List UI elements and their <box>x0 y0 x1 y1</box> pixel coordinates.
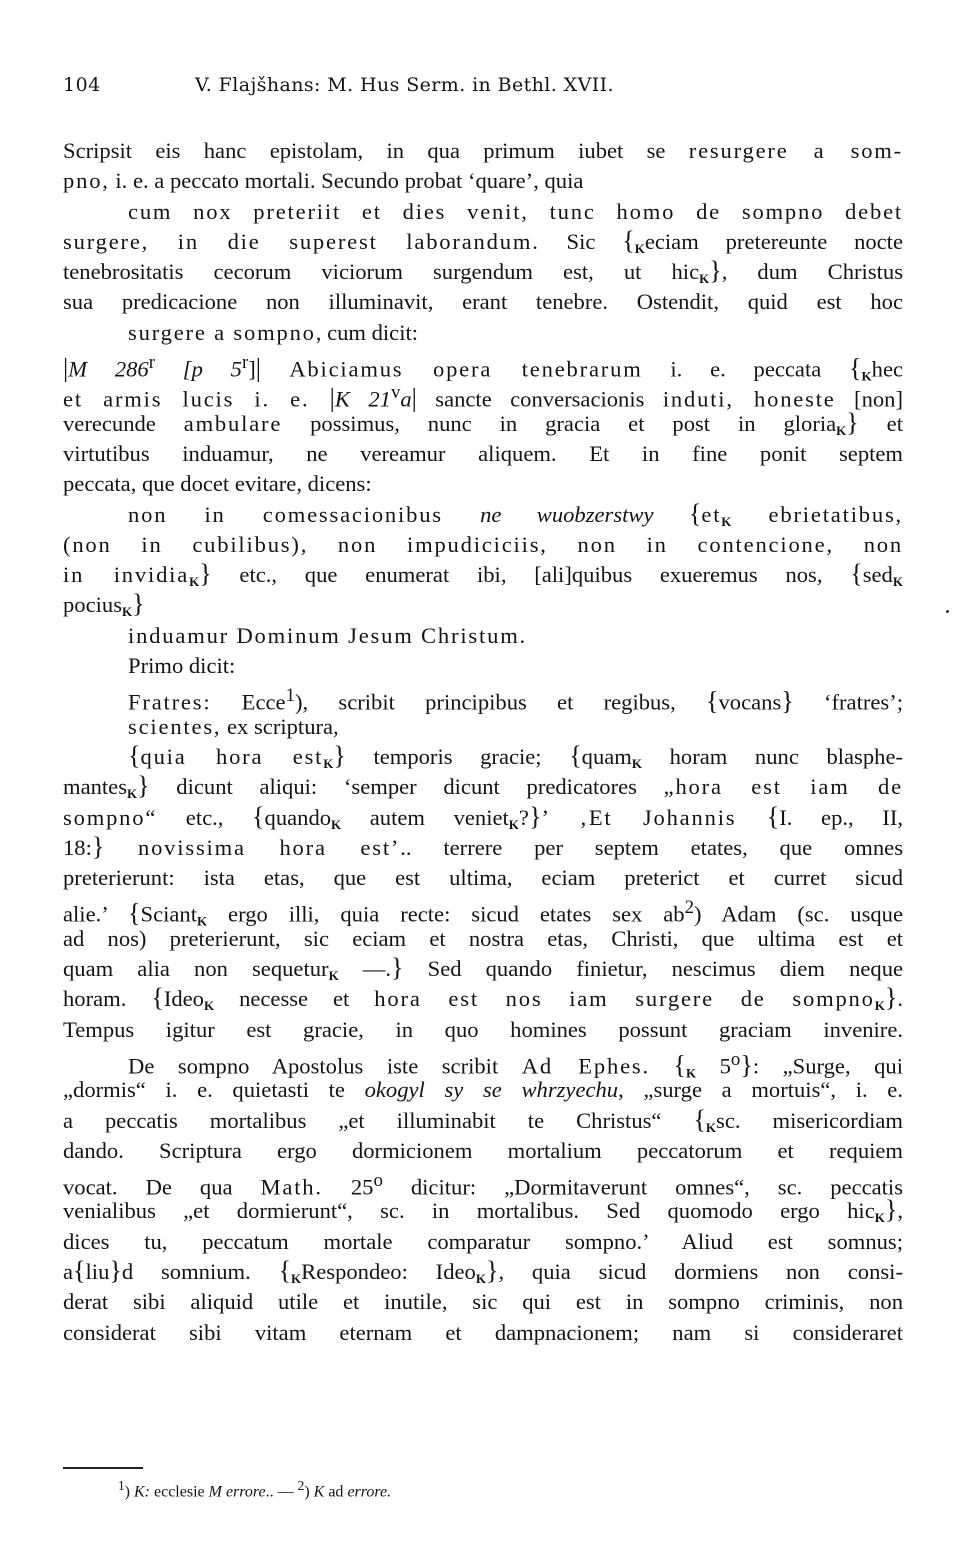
brace: { <box>706 686 719 716</box>
text: M errore <box>208 1483 266 1501</box>
text: verecunde <box>63 410 184 436</box>
folio-ref: a <box>400 386 412 412</box>
brace: { <box>688 498 702 528</box>
brace: } <box>781 686 794 716</box>
siglum: K <box>189 574 200 590</box>
text: .. — <box>265 1483 298 1501</box>
text: mantes <box>63 774 127 800</box>
spaced-text: ’ ‚Et Johannis <box>541 804 767 830</box>
text-line <box>63 1075 903 1105</box>
spaced-text: ebrietatibus, <box>731 501 904 527</box>
brace: } <box>528 801 542 831</box>
siglum: K <box>203 998 215 1014</box>
brace: } <box>109 1255 122 1285</box>
text: pocius <box>63 592 122 618</box>
spaced-text: sompno“ <box>63 804 158 830</box>
text: liu <box>85 1258 110 1284</box>
running-head: V. Flajšhans: M. Hus Serm. in Bethl. XVII. <box>195 74 614 96</box>
brace: } <box>91 831 105 861</box>
text-line <box>63 833 903 863</box>
siglum: K <box>331 816 342 832</box>
spaced-text: quia hora est <box>140 743 324 769</box>
text: ? <box>518 804 529 830</box>
czech-gloss: okogyl sy se whrzyechu <box>364 1077 619 1103</box>
text: sc. misericordiam <box>716 1107 903 1133</box>
brace: { <box>569 740 582 770</box>
text: , <box>897 1198 903 1224</box>
superscript: v <box>390 382 401 404</box>
text: virtutibus induamur, ne vereamur aliquem. Et in fine ponit septem <box>63 440 903 466</box>
brace: { <box>693 1104 706 1134</box>
footnote-ref[interactable]: 1 <box>285 685 295 707</box>
text: quam <box>581 743 632 769</box>
text: Scripsit eis hanc epistolam, in qua primum iubet se <box>63 138 689 163</box>
page-number: 104 <box>63 74 101 96</box>
spaced-text: „hora est iam de <box>663 774 903 800</box>
siglum: K <box>892 574 903 590</box>
siglum: K <box>705 1119 717 1135</box>
text: considerat sibi vitam eternam et dampnacionem; nam si consideraret <box>63 1319 903 1345</box>
text: horam. <box>63 986 152 1012</box>
spaced-text: scientes, <box>128 713 222 739</box>
spaced-text: ambulare <box>183 410 283 436</box>
text: ) Adam (sc. usque <box>694 901 903 927</box>
text: ad <box>324 1483 348 1501</box>
brace: { <box>766 801 780 831</box>
footnote-number: 1 <box>118 1478 125 1493</box>
text-line <box>63 318 903 348</box>
text-line <box>63 954 903 984</box>
superscript: o <box>730 1048 741 1070</box>
text: preterierunt: ista etas, que est ultima, eciam preterict et curret sicud <box>63 865 903 891</box>
text-line <box>63 590 903 620</box>
text: „dormis“ i. e. quietasti te <box>63 1077 365 1103</box>
text: venialibus „et dormierunt“, sc. in mortalibus. Sed quomodo ergo hic <box>63 1198 875 1224</box>
siglum: K <box>328 968 339 984</box>
text: , dum Christus <box>721 259 903 285</box>
text-line <box>63 1166 903 1200</box>
text-line <box>63 1045 903 1081</box>
text-line <box>63 1318 903 1348</box>
siglum: K: <box>134 1483 150 1501</box>
text-line <box>63 1287 903 1317</box>
text: autem veniet <box>341 804 509 830</box>
spaced-text: (non in cubilibus), non impudiciciis, non in contencione, non <box>63 531 903 557</box>
czech-gloss: ne wuobzerstwy <box>480 501 654 527</box>
text: possimus, nunc in gracia et post in gloria <box>282 410 837 436</box>
text: , „surge a mortuis“, i. e. <box>618 1077 903 1103</box>
superscript: r <box>241 352 249 374</box>
text: ergo illi, quia recte: sicud etates sex ab <box>207 901 685 927</box>
text-line <box>63 863 903 893</box>
text: , cum dicit: <box>315 319 419 345</box>
brace: } <box>740 1050 753 1080</box>
text-line <box>63 197 903 227</box>
text-line <box>63 621 903 651</box>
brace: { <box>128 740 141 770</box>
siglum: K <box>874 1210 885 1226</box>
siglum: K <box>475 1270 486 1286</box>
text: a peccatis mortalibus „et illuminabit te Christus“ <box>63 1107 694 1133</box>
spaced-text: induti, honeste <box>662 386 836 412</box>
text-line <box>63 227 903 257</box>
spaced-text: Abiciamus opera tenebrarum <box>260 356 643 382</box>
spaced-text: et armis lucis i. e. <box>63 386 330 412</box>
siglum: K <box>323 755 334 771</box>
siglum: K <box>291 1270 302 1286</box>
spaced-text: et <box>701 501 722 527</box>
brace: { <box>622 225 635 255</box>
text: peccata, que docet evitare, dicens: <box>63 471 372 497</box>
text: i. e. a peccato mortali. Secundo probat ‘quare’, quia <box>109 168 584 194</box>
text-line <box>63 1257 903 1287</box>
text: Primo dicit: <box>128 653 236 679</box>
spaced-text: Ad Ephes. <box>521 1053 650 1079</box>
scan-speck <box>946 610 949 613</box>
text: Respondeo: Ideo <box>301 1258 476 1284</box>
spaced-text: surgere, in die superest laborandum. <box>63 228 540 254</box>
spaced-text: non in comessacionibus <box>128 501 481 527</box>
text-line <box>63 712 903 742</box>
brace: { <box>849 353 862 383</box>
text: dicitur: „Dormitaverunt omnes“, sc. peccatis <box>382 1174 903 1200</box>
text: , quia sicud dormiens non consi- <box>498 1258 903 1284</box>
text-line <box>63 1227 903 1257</box>
text: etc., <box>157 804 253 830</box>
text: temporis gracie; <box>345 743 570 769</box>
text: Sciant <box>140 901 197 927</box>
siglum: K <box>699 271 710 287</box>
text: : „Surge, qui <box>752 1053 903 1079</box>
footnote-rule <box>63 1467 143 1469</box>
siglum: K <box>122 604 133 620</box>
text-line <box>63 530 903 560</box>
text: hec <box>871 356 904 382</box>
text-line <box>63 772 903 802</box>
text: i. e. peccata <box>642 356 850 382</box>
superscript: r <box>148 352 155 374</box>
folio-bar: | <box>63 353 69 383</box>
text-line <box>63 681 904 716</box>
text: .. terrere per septem etates, que omnes <box>400 834 903 860</box>
text: 25 <box>322 1174 374 1200</box>
text-line <box>63 893 903 929</box>
text: ), scribit principibus et regibus, <box>294 689 707 715</box>
text-line <box>63 409 903 439</box>
folio-bar: | <box>329 383 335 413</box>
text: necesse et <box>214 986 375 1012</box>
text: 18: <box>63 834 92 860</box>
text: dices tu, peccatum mortale comparatur sompno.’ Aliud est somnus; <box>63 1228 903 1254</box>
text: quam alia non sequetur <box>63 956 329 982</box>
text: sua predicacione non illuminavit, erant tenebre. Ostendit, quid est hoc <box>63 289 903 315</box>
text-line <box>63 348 904 384</box>
text-line <box>63 742 903 772</box>
brace: { <box>128 898 141 928</box>
folio-bar: | <box>255 353 261 383</box>
siglum: K <box>197 913 208 929</box>
text-line <box>63 257 903 287</box>
text: etc., que enumerat ibi, [ali]quibus exueremus nos, <box>211 562 851 588</box>
brace: } <box>391 953 404 983</box>
text-line <box>63 1106 903 1136</box>
text-line <box>63 136 903 166</box>
brace: } <box>132 589 145 619</box>
text: ) <box>304 1483 314 1501</box>
brace: } <box>199 559 212 589</box>
spaced-text: Fratres: <box>128 689 212 715</box>
text: Ideo <box>163 986 204 1012</box>
text: sancte conversacionis <box>416 386 663 412</box>
text-line <box>63 469 903 499</box>
text: eciam pretereunte nocte <box>644 228 903 254</box>
text: sed <box>862 562 893 588</box>
text: a <box>63 1258 74 1284</box>
brace: } <box>137 771 150 801</box>
folio-ref: K 21 <box>334 386 391 412</box>
folio-ref: M 286 <box>68 356 149 382</box>
siglum: K <box>685 1065 697 1081</box>
text-line <box>63 651 903 681</box>
text-line <box>63 803 903 833</box>
text: Tempus igitur est gracie, in quo homines possunt graciam invenire. <box>63 1016 903 1042</box>
text: tenebrositatis cecorum viciorum surgendum est, ut hic <box>63 259 700 285</box>
text: ecclesie <box>150 1483 209 1501</box>
text: ) <box>124 1483 134 1501</box>
text: dando. Scriptura ergo dormicionem mortalium peccatorum et requiem <box>63 1137 903 1163</box>
text: dicunt aliqui: ‘semper dicunt predicatores <box>149 774 664 800</box>
spaced-text: pno, <box>63 168 110 194</box>
text: et <box>858 410 903 436</box>
text: De sompno Apostolus iste scribit <box>128 1053 522 1079</box>
siglum: K <box>634 240 645 256</box>
text: alie.’ <box>63 901 129 927</box>
text: horam nunc blasphe- <box>642 743 903 769</box>
text: [non] <box>835 386 903 412</box>
siglum: K <box>508 816 519 832</box>
siglum: K <box>631 755 642 771</box>
text: —. <box>338 956 392 982</box>
superscript: o <box>373 1170 383 1192</box>
text: Sic <box>539 228 623 254</box>
brace: { <box>278 1255 292 1285</box>
text-line <box>63 984 903 1014</box>
spaced-text: in invidia <box>63 562 190 588</box>
text: derat sibi aliquid utile et inutile, sic qui est in sompno criminis, non <box>63 1289 903 1315</box>
text: 5 <box>696 1053 731 1079</box>
brace: } <box>709 256 722 286</box>
folio-ref: [p 5 <box>155 356 242 382</box>
brace: } <box>846 407 859 437</box>
siglum: K <box>861 368 872 384</box>
page-header <box>63 74 903 104</box>
siglum: K <box>313 1483 325 1501</box>
siglum: K <box>721 513 732 529</box>
folio-bar: | <box>411 383 417 413</box>
text: I. ep., II, <box>779 804 903 830</box>
brace: { <box>850 559 863 589</box>
brace: } <box>485 1255 499 1285</box>
text-line <box>63 287 903 317</box>
text: Ecce <box>211 689 286 715</box>
brace: { <box>73 1255 86 1285</box>
spaced-text: cum nox preteriit et dies venit, tunc homo de sompno debet <box>128 198 903 224</box>
body-text <box>63 136 903 1348</box>
spaced-text: hora est nos iam surgere de sompno <box>374 986 875 1012</box>
text: . <box>897 986 903 1012</box>
text-line <box>63 378 903 413</box>
brace: { <box>151 983 164 1013</box>
spaced-text: induamur Dominum Jesum Christum. <box>128 622 528 648</box>
text-line <box>63 924 903 954</box>
footnote-ref[interactable]: 2 <box>684 897 695 919</box>
footnote-number: 2 <box>297 1478 305 1493</box>
text: vocat. De qua <box>63 1174 261 1200</box>
text: errore. <box>347 1483 392 1501</box>
brace: { <box>673 1050 686 1080</box>
text-line <box>63 560 903 590</box>
text: Sed quando finietur, nescimus diem neque <box>403 956 904 982</box>
brace: } <box>884 983 898 1013</box>
footnotes <box>118 1478 391 1501</box>
text: vocans <box>718 689 782 715</box>
text-line <box>63 439 903 469</box>
spaced-text: resurgere a som- <box>688 138 904 163</box>
siglum: K <box>874 998 885 1014</box>
text-line <box>63 1015 903 1045</box>
text-line <box>63 166 903 196</box>
brace: } <box>333 740 346 770</box>
text-line <box>63 1136 903 1166</box>
text-line <box>63 1196 903 1226</box>
siglum: K <box>127 786 138 802</box>
spaced-text: surgere a sompno <box>128 319 316 345</box>
brace: { <box>252 801 265 831</box>
text: ] <box>248 356 256 382</box>
text: d somnium. <box>121 1258 279 1284</box>
text: ‘fratres’; <box>793 689 904 715</box>
spaced-text: novissima hora est’ <box>104 834 401 860</box>
text: ad nos) preterierunt, sic eciam et nostra etas, Christi, que ultima est et <box>63 925 903 951</box>
text-line <box>63 500 903 530</box>
text: quando <box>264 804 332 830</box>
text: ex scriptura, <box>221 713 339 739</box>
siglum: K <box>836 422 847 438</box>
spaced-text: Math. <box>260 1174 323 1200</box>
brace: } <box>884 1195 898 1225</box>
